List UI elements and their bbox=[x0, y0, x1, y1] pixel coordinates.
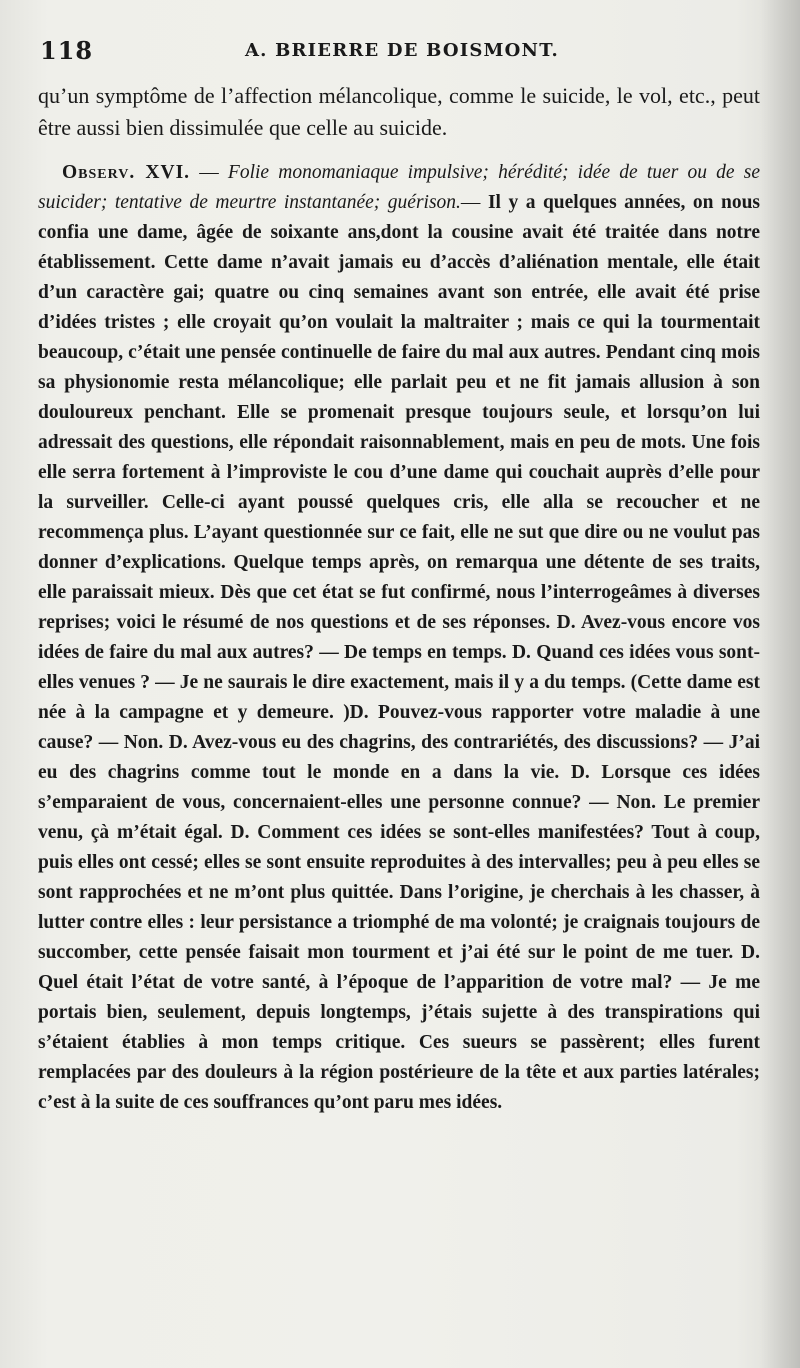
lead-paragraph: qu’un symptôme de l’affection mélancolique, comme le suicide, le vol, etc., peut être aussi bien dissimulée que celle au suicide. bbox=[38, 83, 760, 140]
observation-dash: — bbox=[190, 162, 228, 183]
page-header bbox=[40, 30, 760, 70]
page-text bbox=[38, 80, 760, 1118]
page-number: 118 bbox=[40, 36, 94, 65]
running-head: A. BRIERRE DE BOISMONT. bbox=[245, 40, 559, 61]
observation-title: Folie monomaniaque impulsive; hérédité; idée de tuer ou de se suicider; tentative de meurtre instantanée; guérison. bbox=[38, 162, 760, 213]
page-edge-shadow bbox=[760, 0, 800, 1368]
observation-title-dash: — bbox=[460, 192, 481, 213]
observation-body: Il y a quelques années, on nous confia une dame, âgée de soixante ans,dont la cousine avait été traitée dans notre établissement. Cette dame n’avait jamais eu d’accès d’aliénation mentale, elle était d’un caractère gai; quatre ou cinq semaines avant son entrée, elle avait été prise d’idées tristes ; elle croyait qu’on voulait la maltraiter ; mais ce qui la tourmentait beaucoup, c’était une pensée continuelle de faire du mal aux autres. Pendant cinq mois sa physionomie resta mélancolique; elle parlait peu et ne fit jamais allusion à son douloureux penchant. Elle se promenait presque toujours seule, et lorsqu’on lui adressait des questions, elle répondait raisonnablement, mais en peu de mots. Une fois elle serra fortement à l’improviste le cou d’une dame qui couchait auprès d’elle pour la surveiller. Celle-ci ayant poussé quelques cris, elle alla se recoucher et ne recommença plus. L’ayant questionnée sur ce fait, elle ne sut que dire ou ne voulut pas donner d’explications. Quelque temps après, on remarqua une détente de ses traits, elle paraissait mieux. Dès que cet état se fut confirmé, nous l’interrogeâmes à diverses reprises; voici le résumé de nos questions et de ses réponses. D. Avez-vous encore vos idées de faire du mal aux autres? — De temps en temps. D. Quand ces idées vous sont-elles venues ? — Je ne saurais le dire exactement, mais il y a du temps. (Cette dame est née à la campagne et y demeure. )D. Pouvez-vous rapporter votre maladie à une cause? — Non. D. Avez-vous eu des chagrins, des contrariétés, des discussions? — J’ai eu des chagrins comme tout le monde en a dans la vie. D. Lorsque ces idées s’emparaient de vous, concernaient-elles une personne connue? — Non. Le premier venu, çà m’était égal. D. Comment ces idées se sont-elles manifestées? Tout à coup, puis elles ont cessé; elles se sont ensuite reproduites à des intervalles; peu à peu elles se sont rapprochées et ne m’ont plus quittée. Dans l’origine, je cherchais à les chasser, à lutter contre elles : leur persistance a triomphé de ma volonté; je craignais toujours de succomber, cette pensée faisait mon tourment et j’ai été sur le point de me tuer. D. Quel était l’état de votre santé, à l’époque de l’apparition de votre mal? — Je me portais bien, seulement, depuis longtemps, j’étais sujette à des transpirations qui s’étaient établies à mon temps critique. Ces sueurs se passèrent; elles furent remplacées par des douleurs à la région postérieure de la tête et aux parties latérales; c’est à la suite de ces souffrances qu’ont paru mes idées. bbox=[38, 192, 761, 1113]
observation-label: Observ. XVI. bbox=[62, 162, 191, 183]
observation-paragraph bbox=[38, 158, 760, 1118]
